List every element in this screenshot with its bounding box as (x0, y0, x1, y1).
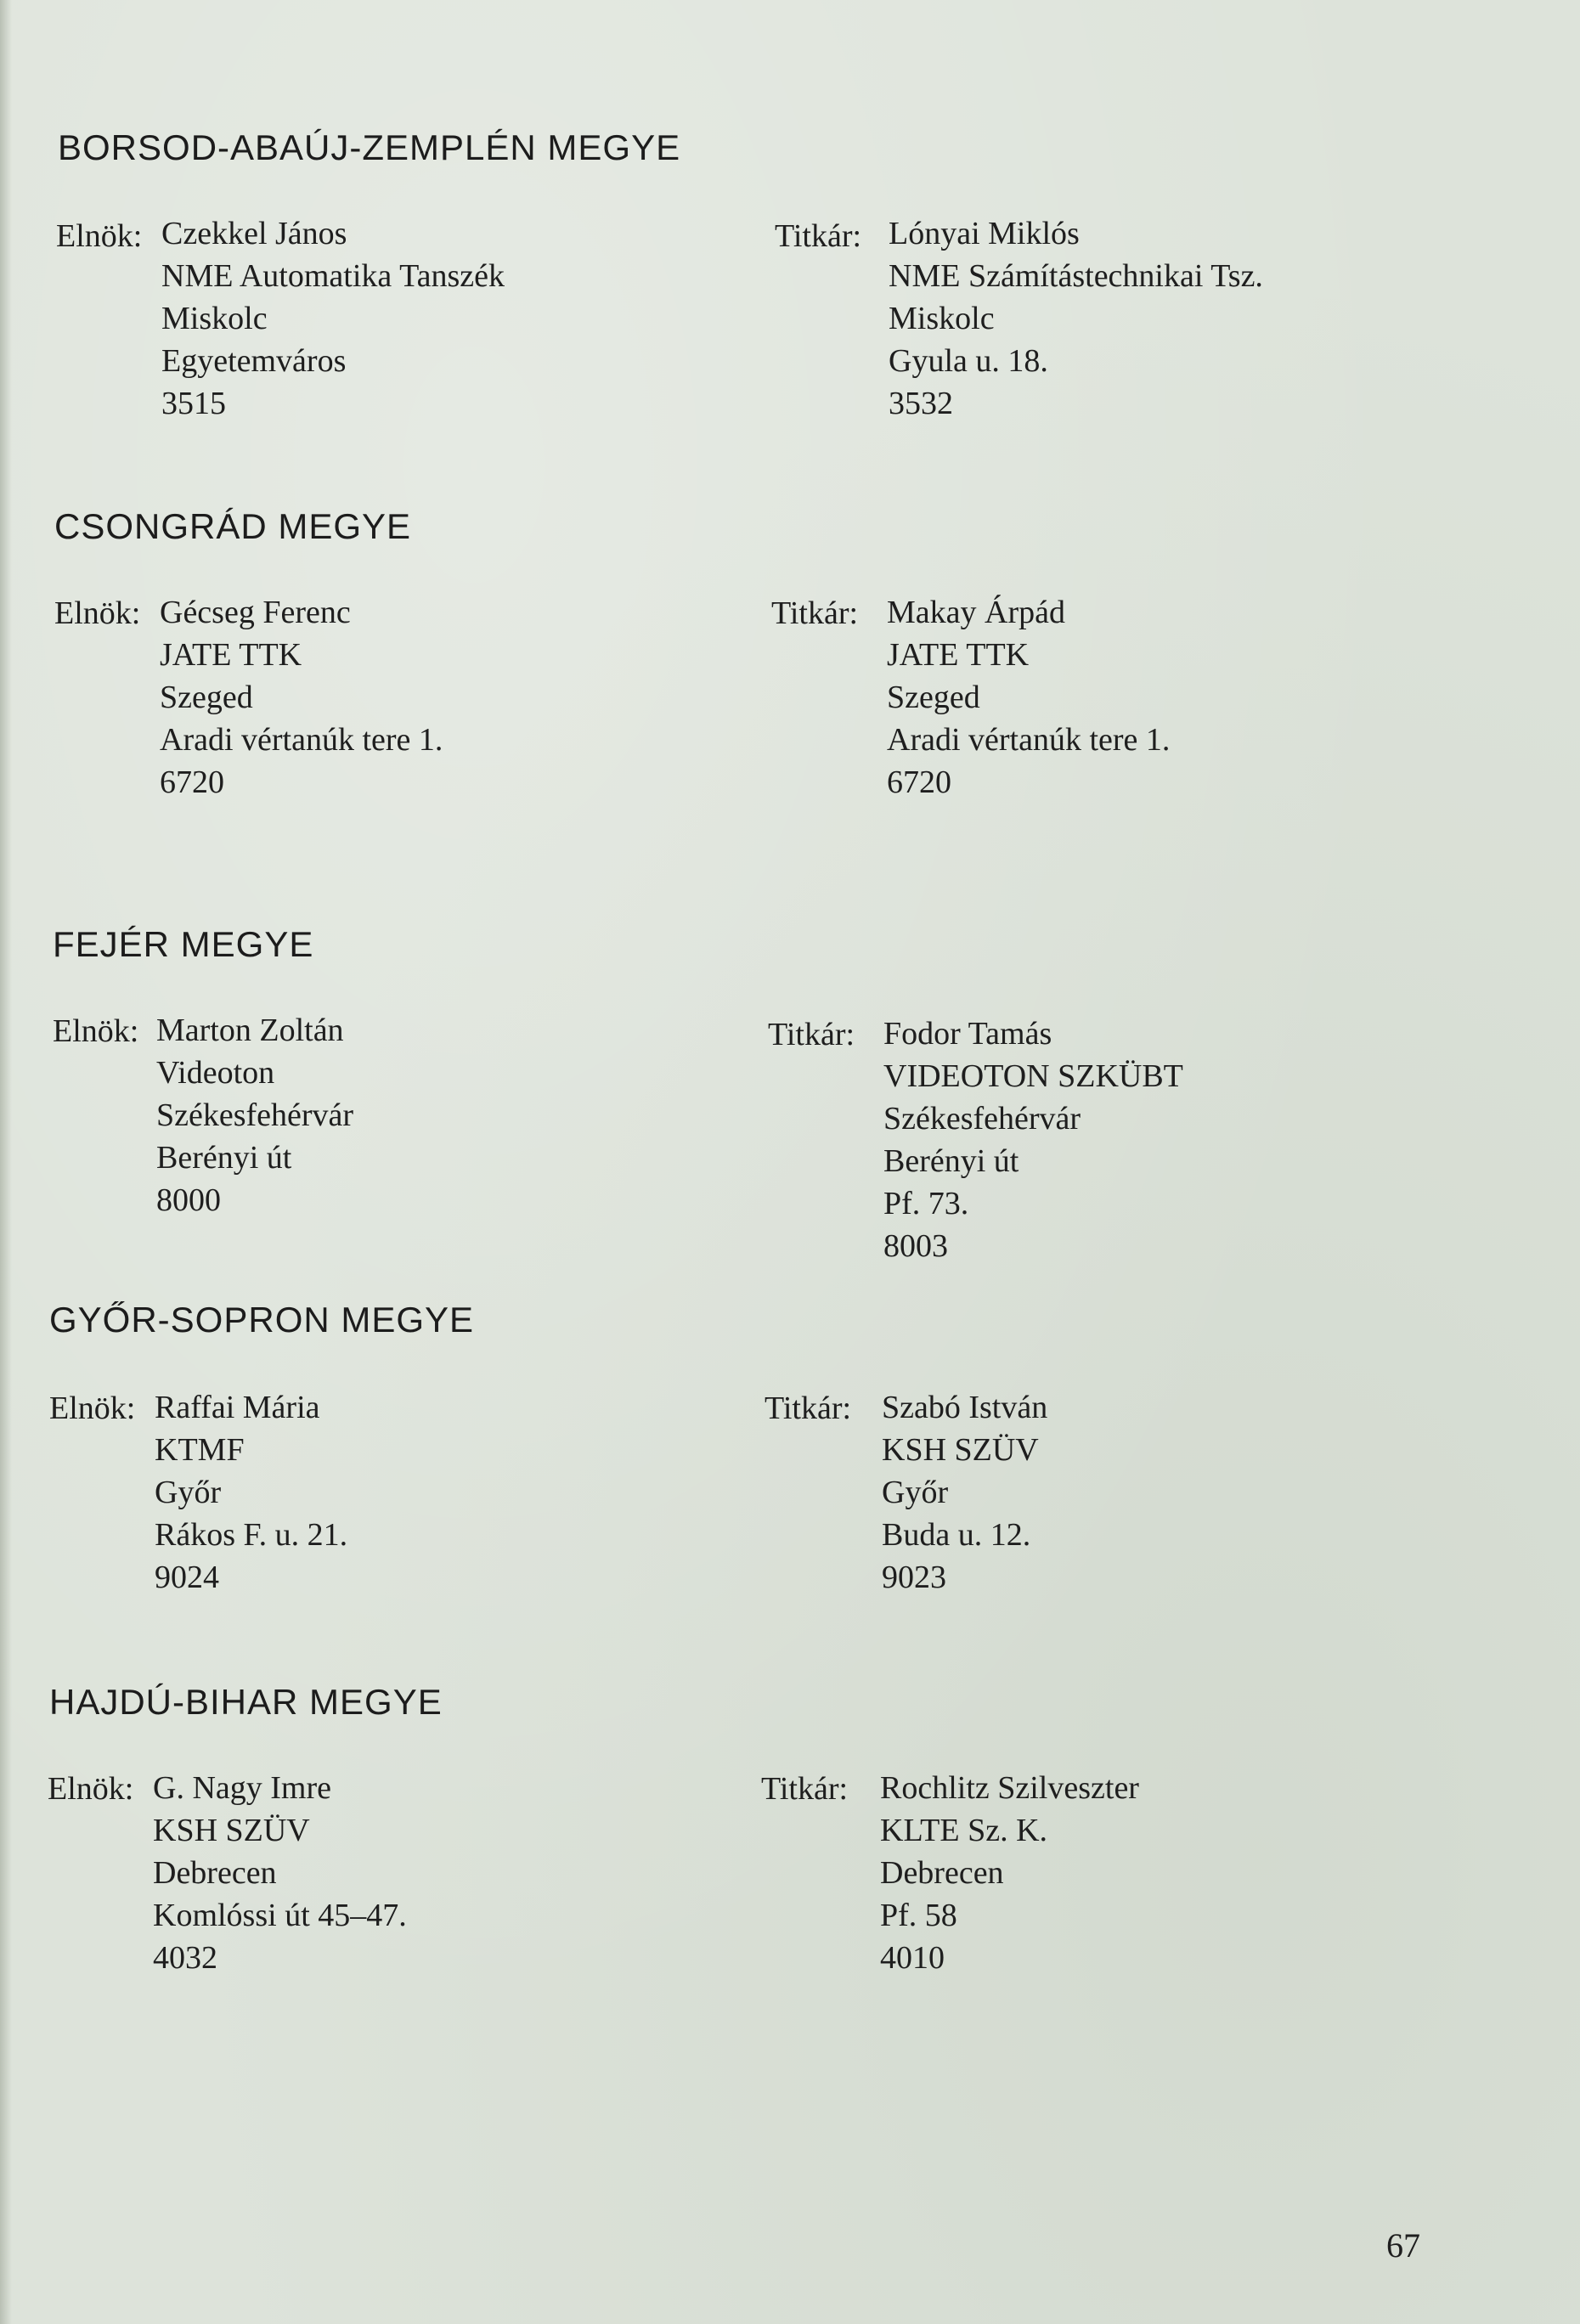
elnok-institution: KSH SZÜV (153, 1813, 310, 1848)
elnok-name: Marton Zoltán (156, 1013, 344, 1048)
county-heading: BORSOD-ABAÚJ-ZEMPLÉN MEGYE (58, 127, 681, 167)
elnok-city: Székesfehérvár (156, 1097, 354, 1133)
elnok-details (161, 212, 505, 425)
elnok-label: Elnök: (54, 595, 141, 631)
elnok-street: Berényi út (156, 1140, 292, 1176)
elnok-institution: KTMF (155, 1432, 245, 1468)
titkar-name: Makay Árpád (887, 595, 1065, 630)
titkar-street: Gyula u. 18. (889, 343, 1048, 379)
titkar-street: Aradi vértanúk tere 1. (887, 722, 1171, 758)
titkar-institution: KLTE Sz. K. (880, 1813, 1048, 1848)
county-heading: FEJÉR MEGYE (53, 924, 314, 964)
page-edge-shadow (0, 0, 12, 2324)
elnok-postcode: 8000 (156, 1182, 221, 1218)
titkar-city: Miskolc (889, 301, 995, 336)
elnok-institution: NME Automatika Tanszék (161, 258, 505, 294)
titkar-city: Székesfehérvár (883, 1101, 1081, 1137)
titkar-postcode: 6720 (887, 764, 951, 800)
county-heading: HAJDÚ-BIHAR MEGYE (49, 1682, 443, 1722)
titkar-postcode: 4010 (880, 1940, 945, 1976)
titkar-postcode: 9023 (882, 1560, 946, 1595)
titkar-details (889, 212, 1263, 425)
elnok-name: G. Nagy Imre (153, 1770, 331, 1806)
elnok-name: Gécseg Ferenc (160, 595, 351, 630)
titkar-institution: VIDEOTON SZKÜBT (883, 1058, 1183, 1094)
titkar-po-box: Pf. 58 (880, 1898, 957, 1933)
titkar-postcode: 3532 (889, 386, 953, 421)
elnok-institution: Videoton (156, 1055, 275, 1091)
elnok-name: Raffai Mária (155, 1390, 320, 1425)
elnok-street: Komlóssi út 45–47. (153, 1898, 407, 1933)
elnok-institution: JATE TTK (160, 637, 302, 673)
titkar-label: Titkár: (761, 1771, 849, 1807)
county-heading: GYŐR-SOPRON MEGYE (49, 1300, 475, 1340)
elnok-details (156, 1009, 353, 1221)
elnok-city: Szeged (160, 680, 253, 715)
titkar-label: Titkár: (771, 595, 859, 631)
titkar-institution: NME Számítástechnikai Tsz. (889, 258, 1263, 294)
elnok-postcode: 3515 (161, 386, 226, 421)
elnok-name: Czekkel János (161, 216, 347, 251)
elnok-postcode: 9024 (155, 1560, 219, 1595)
titkar-city: Győr (882, 1475, 949, 1510)
elnok-street: Aradi vértanúk tere 1. (160, 722, 443, 758)
elnok-city: Győr (155, 1475, 222, 1510)
elnok-city: Debrecen (153, 1855, 277, 1891)
elnok-postcode: 4032 (153, 1940, 217, 1976)
elnok-label: Elnök: (53, 1013, 139, 1049)
elnok-postcode: 6720 (160, 764, 224, 800)
elnok-label: Elnök: (49, 1390, 136, 1426)
titkar-street: Berényi út (883, 1143, 1019, 1179)
elnok-label: Elnök: (48, 1771, 134, 1807)
county-heading: CSONGRÁD MEGYE (54, 506, 412, 546)
titkar-name: Lónyai Miklós (889, 216, 1080, 251)
titkar-name: Szabó István (882, 1390, 1048, 1425)
elnok-street: Egyetemváros (161, 343, 347, 379)
titkar-institution: KSH SZÜV (882, 1432, 1039, 1468)
titkar-po-box: Pf. 73. (883, 1186, 969, 1221)
elnok-details (155, 1386, 347, 1599)
titkar-label: Titkár: (765, 1390, 852, 1426)
titkar-label: Titkár: (775, 218, 862, 254)
titkar-details (887, 591, 1170, 804)
titkar-postcode: 8003 (883, 1228, 948, 1264)
titkar-name: Rochlitz Szilveszter (880, 1770, 1139, 1806)
titkar-name: Fodor Tamás (883, 1016, 1052, 1052)
titkar-city: Szeged (887, 680, 980, 715)
elnok-city: Miskolc (161, 301, 268, 336)
titkar-street: Buda u. 12. (882, 1517, 1031, 1553)
elnok-details (160, 591, 443, 804)
titkar-institution: JATE TTK (887, 637, 1030, 673)
titkar-label: Titkár: (768, 1017, 855, 1052)
elnok-street: Rákos F. u. 21. (155, 1517, 348, 1553)
page-number: 67 (1386, 2226, 1420, 2265)
titkar-city: Debrecen (880, 1855, 1004, 1891)
elnok-label: Elnök: (56, 218, 143, 254)
titkar-details (882, 1386, 1047, 1599)
titkar-details (883, 1013, 1183, 1267)
elnok-details (153, 1767, 407, 1979)
titkar-details (880, 1767, 1139, 1979)
